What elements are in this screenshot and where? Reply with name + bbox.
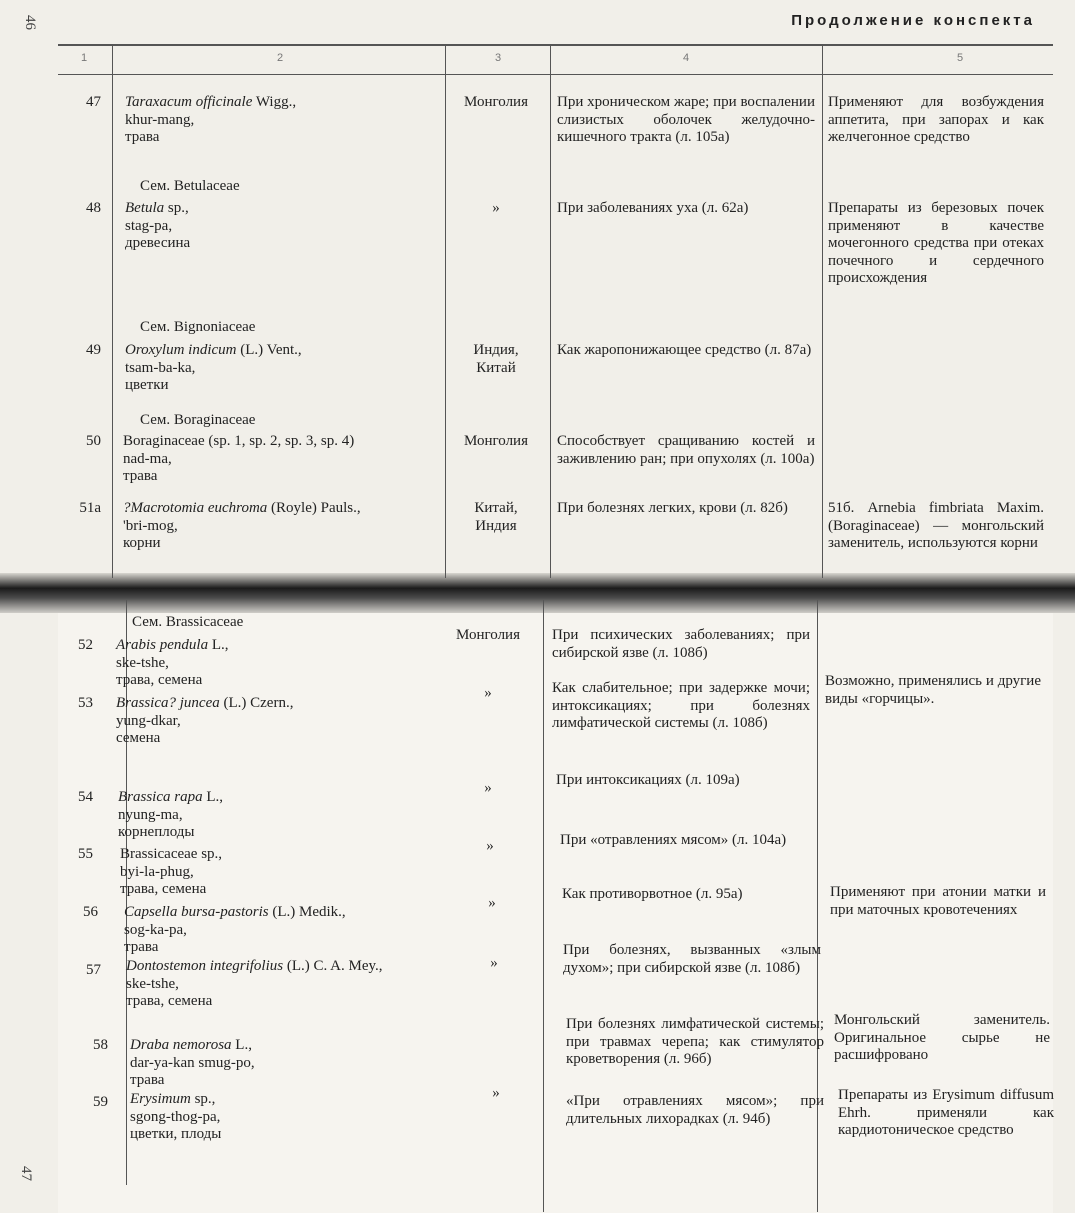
- plant-part: корни: [123, 535, 161, 551]
- tibetan-name: ske-tshe,: [116, 654, 169, 671]
- column-divider: [112, 44, 113, 578]
- plant-entry: [123, 433, 453, 486]
- plant-entry: [126, 958, 456, 1011]
- region-cell: Монголия: [464, 433, 528, 449]
- column-header: 2: [276, 52, 284, 64]
- author-citation: (L.) Medik.,: [268, 904, 346, 920]
- column-header: 4: [682, 52, 690, 64]
- plant-entry: [125, 200, 455, 253]
- region-cell: »: [484, 780, 492, 796]
- tibetan-name: sgong-thog-pa,: [130, 1108, 221, 1125]
- latin-name: Brassica rapa: [118, 789, 203, 805]
- region-cell: Монголия: [456, 627, 520, 643]
- plant-entry: [120, 846, 450, 899]
- author-citation: L.,: [231, 1037, 252, 1053]
- tibetan-name: 'bri-mog,: [123, 517, 178, 534]
- region-cell: »: [484, 685, 492, 701]
- tibetan-name: khur-mang,: [125, 111, 195, 128]
- region-cell: »: [492, 200, 500, 216]
- latin-name: Taraxacum officinale: [125, 94, 253, 110]
- tibetan-name: yung-dkar,: [116, 712, 181, 729]
- plant-part: трава: [130, 1072, 165, 1088]
- author-citation: sp.,: [190, 1091, 216, 1107]
- entry-number: 58: [93, 1037, 108, 1053]
- entry-number: 59: [93, 1094, 108, 1110]
- plant-entry: [125, 94, 455, 147]
- entry-number: 49: [86, 342, 101, 358]
- plant-part: семена: [116, 730, 161, 746]
- entry-number: 51а: [79, 500, 101, 516]
- entry-number: 47: [86, 94, 101, 110]
- column-divider: [543, 600, 544, 1212]
- entry-number: 57: [86, 962, 101, 978]
- latin-name: Dontostemon integrifolius: [126, 958, 284, 974]
- use-cell: Как жаропонижающее средство (л. 87а): [557, 342, 812, 358]
- note-cell: Возможно, применялись и другие виды «горчицы».: [825, 673, 1041, 707]
- plant-part: корнеплоды: [118, 824, 195, 840]
- plant-part: цветки: [125, 377, 169, 393]
- plant-part: трава: [125, 129, 160, 145]
- plant-part: трава: [124, 939, 159, 955]
- column-header: 3: [494, 52, 502, 64]
- family-heading: Сем. Bignoniaceae: [140, 319, 256, 335]
- author-citation: L.,: [202, 789, 224, 805]
- author-citation: Brassicaceae sp.,: [120, 846, 223, 862]
- plant-entry: [125, 342, 455, 395]
- use-cell: При психических заболеваниях; при сибирской язве (л. 108б): [552, 627, 810, 661]
- latin-name: Arabis pendula: [116, 637, 209, 653]
- tibetan-name: sog-ka-pa,: [124, 921, 187, 938]
- use-cell: При интоксикациях (л. 109а): [556, 772, 740, 788]
- table-top-rule: [58, 44, 1053, 46]
- running-head: Продолжение конспекта: [791, 12, 1035, 29]
- region-cell: »: [488, 895, 496, 911]
- plant-part: цветки, плоды: [130, 1126, 222, 1142]
- use-cell: Способствует сращиванию костей и заживлению ран; при опухолях (л. 100а): [557, 433, 815, 467]
- plant-entry: [124, 904, 454, 957]
- plant-entry: [118, 789, 448, 842]
- region-cell: Монголия: [464, 94, 528, 110]
- latin-name: Capsella bursa-pastoris: [124, 904, 269, 920]
- author-citation: (L.) Czern.,: [219, 695, 294, 711]
- plant-part: трава, семена: [126, 993, 213, 1009]
- use-cell: Как противорвотное (л. 95а): [562, 886, 743, 902]
- entry-number: 50: [86, 433, 101, 449]
- note-cell: Применяют при атонии матки и при маточных кровотечениях: [830, 884, 1046, 918]
- plant-entry: [116, 695, 446, 748]
- page-number-top: 46: [22, 15, 38, 30]
- book-fold-shadow: [0, 573, 1075, 613]
- entry-number: 48: [86, 200, 101, 216]
- use-cell: Как слабительное; при задержке мочи; интоксикациях; при болезнях лимфатической системы (л. 108б): [552, 680, 810, 731]
- plant-entry: [130, 1091, 460, 1144]
- use-cell: При хроническом жаре; при воспалении слизистых оболочек желудочно-кишечного тракта (л. 105а): [557, 94, 815, 145]
- use-cell: При болезнях лимфатической системы; при травмах черепа; как стимулятор кроветворения (л. 96б): [566, 1016, 824, 1067]
- use-cell: «При отравлениях мясом»; при длительных лихорадках (л. 94б): [566, 1093, 824, 1127]
- tibetan-name: tsam-ba-ka,: [125, 359, 196, 376]
- tibetan-name: stag-pa,: [125, 217, 173, 234]
- author-citation: (L.) C. A. Mey.,: [283, 958, 383, 974]
- tibetan-name: ske-tshe,: [126, 975, 179, 992]
- use-cell: При болезнях легких, крови (л. 82б): [557, 500, 788, 516]
- region-cell: »: [490, 955, 498, 971]
- entry-number: 56: [83, 904, 98, 920]
- latin-name: Erysimum: [130, 1091, 191, 1107]
- latin-name: Betula: [125, 200, 165, 216]
- plant-entry: [130, 1037, 460, 1090]
- use-cell: При заболеваниях уха (л. 62а): [557, 200, 749, 216]
- latin-name: Draba nemorosa: [130, 1037, 232, 1053]
- region-cell: Индия, Китай: [473, 342, 519, 376]
- region-cell: Китай, Индия: [474, 500, 518, 534]
- plant-part: трава: [123, 468, 158, 484]
- author-citation: L.,: [208, 637, 229, 653]
- entry-number: 52: [78, 637, 93, 653]
- region-cell: »: [492, 1085, 500, 1101]
- latin-name: Oroxylum indicum: [125, 342, 237, 358]
- entry-number: 54: [78, 789, 93, 805]
- plant-part: трава, семена: [120, 881, 207, 897]
- note-cell: Монгольский заменитель. Оригинальное сырье не расшифровано: [834, 1012, 1050, 1063]
- plant-part: трава, семена: [116, 672, 203, 688]
- header-rule: [58, 74, 1053, 75]
- author-citation: (L.) Vent.,: [236, 342, 302, 358]
- family-heading: Сем. Boraginaceae: [140, 412, 256, 428]
- plant-part: древесина: [125, 235, 191, 251]
- author-citation: sp.,: [164, 200, 189, 216]
- tibetan-name: nad-ma,: [123, 450, 172, 467]
- latin-name: ?Macrotomia euchroma: [123, 500, 268, 516]
- family-heading: Сем. Brassicaceae: [132, 614, 244, 630]
- plant-entry: [123, 500, 453, 553]
- note-cell: Препараты из березовых почек применяют в качестве мочегонного средства при отеках почечного и сердечного происхождения: [828, 200, 1044, 286]
- column-divider: [550, 44, 551, 578]
- note-cell: 51б. Arnebia fimbriata Maxim. (Boraginaceae) — монгольский заменитель, используются корни: [828, 500, 1044, 551]
- use-cell: При болезнях, вызванных «злым духом»; при сибирской язве (л. 108б): [563, 942, 821, 976]
- family-heading: Сем. Betulaceae: [140, 178, 240, 194]
- author-citation: Boraginaceae (sp. 1, sp. 2, sp. 3, sp. 4): [123, 433, 355, 449]
- tibetan-name: nyung-ma,: [118, 806, 183, 823]
- region-cell: »: [486, 838, 494, 854]
- entry-number: 55: [78, 846, 93, 862]
- column-header: 5: [956, 52, 964, 64]
- plant-entry: [116, 637, 446, 690]
- latin-name: Brassica? juncea: [116, 695, 220, 711]
- column-divider: [822, 44, 823, 578]
- column-header: 1: [80, 52, 88, 64]
- note-cell: Препараты из Erysimum diffusum Ehrh. применяли как кардиотоническое средство: [838, 1087, 1054, 1138]
- note-cell: Применяют для возбуждения аппетита, при запорах и как желчегонное средство: [828, 94, 1044, 145]
- tibetan-name: dar-ya-kan smug-po,: [130, 1054, 255, 1071]
- entry-number: 53: [78, 695, 93, 711]
- tibetan-name: byi-la-phug,: [120, 863, 194, 880]
- use-cell: При «отравлениях мясом» (л. 104а): [560, 832, 787, 848]
- author-citation: Wigg.,: [252, 94, 297, 110]
- page-number-bottom: 47: [18, 1166, 34, 1181]
- author-citation: (Royle) Pauls.,: [267, 500, 361, 516]
